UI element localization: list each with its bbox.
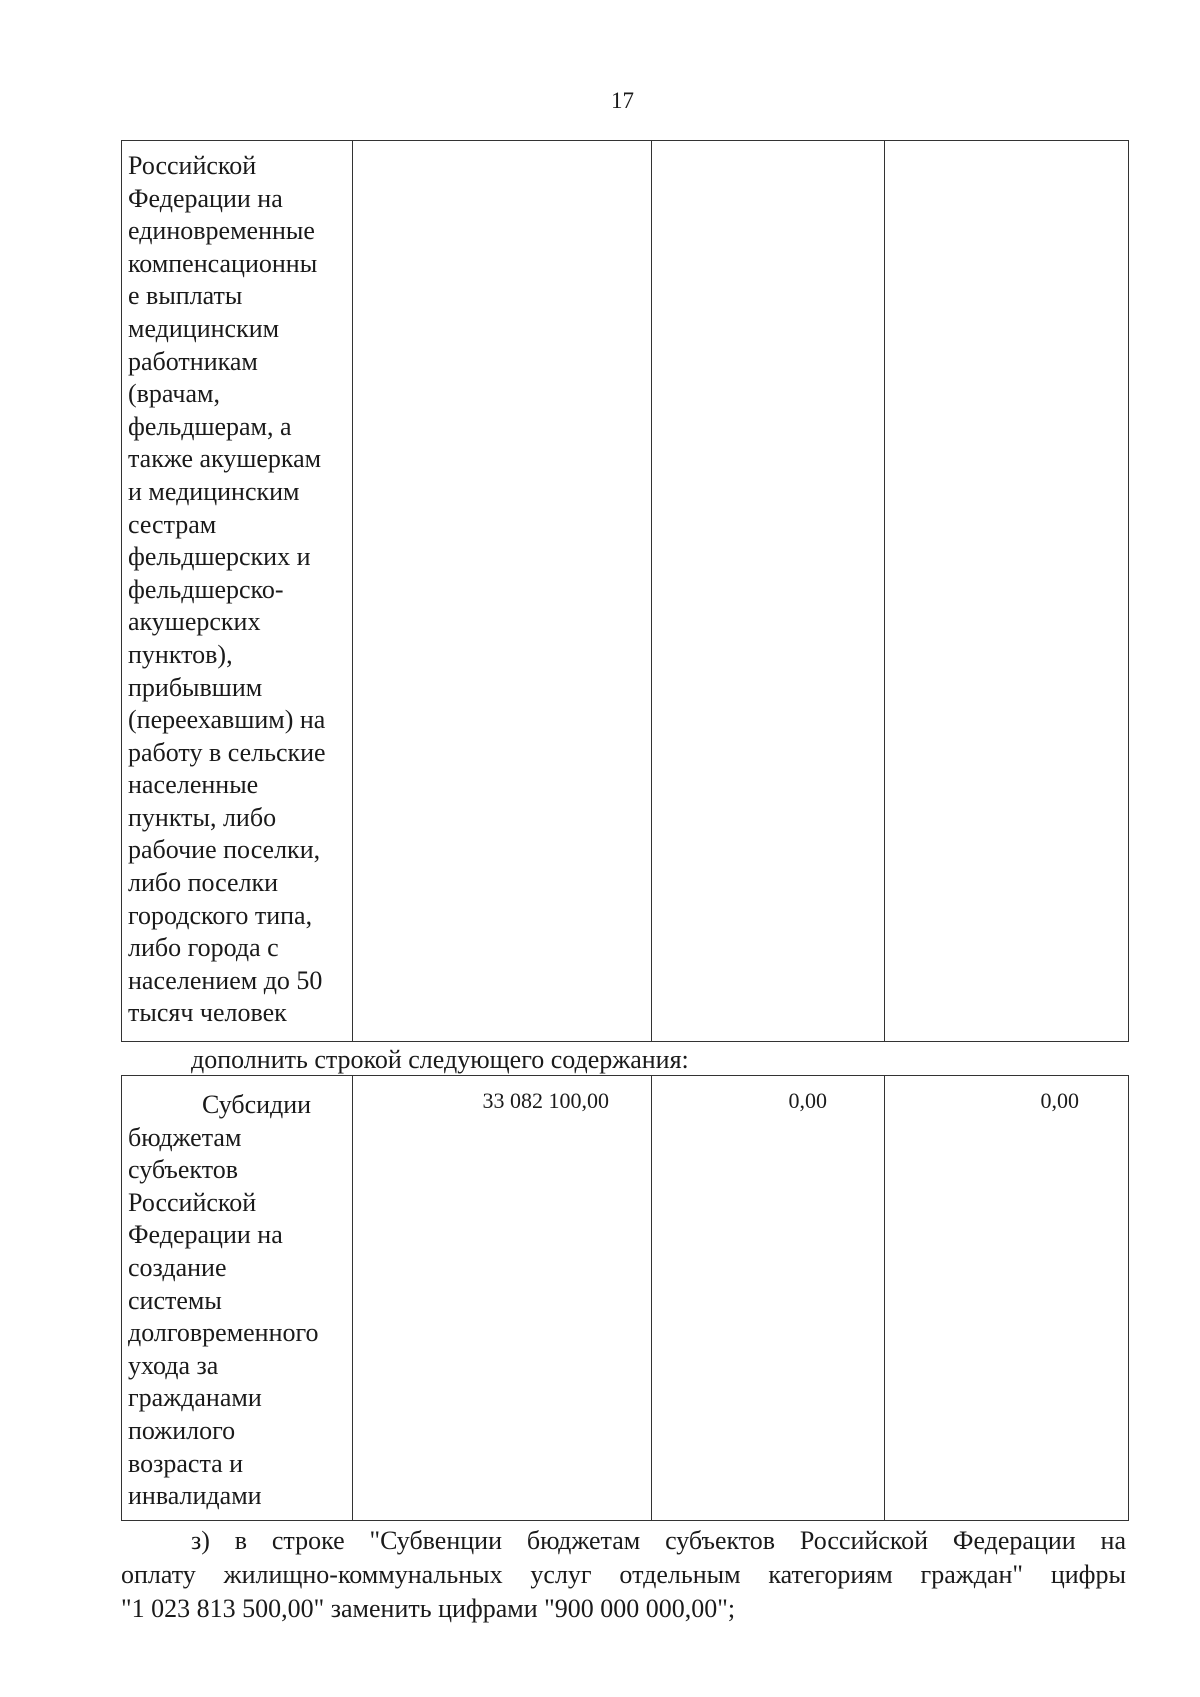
value-2	[652, 141, 884, 153]
row-name-line: Федерации на	[128, 183, 283, 213]
row-name-line: фельдшерско-	[128, 574, 284, 604]
value-3	[885, 141, 1128, 153]
row-name-line: либо города с	[128, 933, 279, 963]
row-name-cell	[122, 1076, 353, 1521]
row-name-line: медицинским	[128, 313, 280, 343]
table-row	[122, 1076, 1129, 1521]
row-name-line: е выплаты	[128, 281, 243, 311]
row-name-line: городского типа,	[128, 900, 313, 930]
row-name-line: инвалидами	[128, 1481, 262, 1511]
row-name-line: работникам	[128, 346, 258, 376]
amendment-paragraph	[121, 1524, 1126, 1626]
row-name-line: субъектов	[128, 1155, 239, 1185]
row-name-line: бюджетам	[128, 1122, 242, 1152]
row-name-line: (врачам,	[128, 379, 221, 409]
row-name-line: тысяч человек	[128, 998, 287, 1028]
value-1: 33 082 100,00	[482, 1088, 609, 1113]
row-name-line: гражданами	[128, 1383, 262, 1413]
row-name-line: фельдшерских и	[128, 542, 311, 572]
value-cell-1	[353, 141, 652, 1042]
value-3: 0,00	[1040, 1088, 1079, 1113]
row-name-cell	[122, 141, 353, 1042]
row-name-line: либо поселки	[128, 868, 279, 898]
row-name-line: населенные	[128, 770, 259, 800]
value-1	[353, 141, 651, 153]
row-name-line: единовременные	[128, 216, 315, 246]
row-name-line: компенсационны	[128, 248, 318, 278]
value-cell-2	[652, 141, 885, 1042]
table-row	[122, 141, 1129, 1042]
budget-table-continued	[121, 140, 1129, 1042]
row-name-line: системы	[128, 1285, 222, 1315]
value-cell-1	[353, 1076, 652, 1521]
budget-table-new-row	[121, 1075, 1129, 1521]
value-cell-2	[652, 1076, 885, 1521]
row-name	[122, 141, 352, 1030]
row-name-line: и медицинским	[128, 476, 300, 506]
row-name-line: Российской	[128, 1187, 257, 1217]
row-name-line: акушерских	[128, 607, 261, 637]
row-name-line: создание	[128, 1252, 227, 1282]
row-name-line: рабочие поселки,	[128, 835, 321, 865]
paragraph-line: оплату жилищно-коммунальных услуг отдельным категориям граждан" цифры	[121, 1560, 1126, 1589]
row-name-line: возраста и	[128, 1448, 244, 1478]
row-name-line: прибывшим	[128, 672, 263, 702]
insertion-instruction: дополнить строкой следующего содержания:	[191, 1045, 689, 1074]
row-name-line: также акушеркам	[128, 444, 322, 474]
row-name-line: сестрам	[128, 509, 217, 539]
row-name-line: долговременного	[128, 1318, 319, 1348]
row-name-line: ухода за	[128, 1350, 219, 1380]
value-cell-3	[885, 1076, 1129, 1521]
row-name-line: Российской	[128, 151, 257, 180]
row-name-line: пожилого	[128, 1415, 236, 1445]
paragraph-line: з) в строке "Субвенции бюджетам субъектов Российской Федерации на	[191, 1526, 1126, 1555]
row-name-line: пункты, либо	[128, 802, 277, 832]
row-name	[122, 1076, 352, 1513]
page-number: 17	[611, 88, 634, 113]
row-name-line: Субсидии	[202, 1090, 312, 1119]
value-cell-3	[885, 141, 1129, 1042]
row-name-line: фельдшерам, а	[128, 411, 292, 441]
value-2: 0,00	[788, 1088, 827, 1113]
row-name-line: пунктов),	[128, 639, 233, 669]
row-name-line: работу в сельские	[128, 737, 326, 767]
paragraph-line: "1 023 813 500,00" заменить цифрами "900 000 000,00";	[121, 1594, 736, 1623]
row-name-line: Федерации на	[128, 1220, 283, 1250]
row-name-line: населением до 50	[128, 965, 323, 995]
row-name-line: (переехавшим) на	[128, 705, 326, 735]
